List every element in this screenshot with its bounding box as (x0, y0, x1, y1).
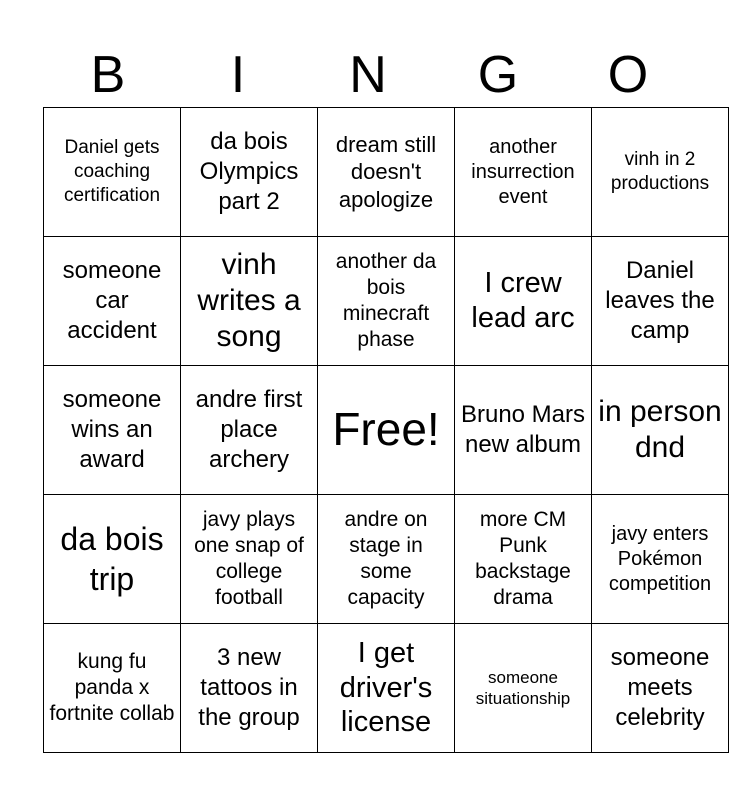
bingo-cell[interactable]: kung fu panda x fortnite collab (44, 624, 181, 753)
bingo-cell[interactable]: I crew lead arc (455, 237, 592, 366)
header-letter-b: B (90, 46, 126, 104)
bingo-cell[interactable]: andre first place archery (181, 366, 318, 495)
grid-row (44, 624, 729, 753)
bingo-cell[interactable]: da bois Olympics part 2 (181, 108, 318, 237)
bingo-cell[interactable]: more CM Punk backstage drama (455, 495, 592, 624)
header-letter-n: N (349, 46, 387, 104)
header-letter-g: G (477, 46, 519, 104)
header-letter-i: I (230, 46, 246, 104)
grid-row (44, 366, 729, 495)
bingo-cell[interactable]: I get driver's license (318, 624, 455, 753)
header-letter-o: O (607, 46, 649, 104)
bingo-cell[interactable]: da bois trip (44, 495, 181, 624)
grid-row (44, 495, 729, 624)
bingo-header (43, 42, 693, 108)
bingo-cell[interactable]: in person dnd (592, 366, 729, 495)
bingo-cell[interactable]: Bruno Mars new album (455, 366, 592, 495)
bingo-cell[interactable]: another insurrection event (455, 108, 592, 237)
bingo-cell[interactable]: andre on stage in some capacity (318, 495, 455, 624)
bingo-cell[interactable]: vinh in 2 productions (592, 108, 729, 237)
bingo-cell[interactable]: vinh writes a song (181, 237, 318, 366)
bingo-cell[interactable]: someone wins an award (44, 366, 181, 495)
bingo-grid (43, 107, 729, 753)
bingo-cell[interactable]: another da bois minecraft phase (318, 237, 455, 366)
bingo-cell[interactable]: javy plays one snap of college football (181, 495, 318, 624)
bingo-cell[interactable]: Daniel leaves the camp (592, 237, 729, 366)
bingo-cell[interactable]: 3 new tattoos in the group (181, 624, 318, 753)
grid-row (44, 108, 729, 237)
bingo-cell[interactable]: Daniel gets coaching certification (44, 108, 181, 237)
free-space-cell[interactable]: Free! (318, 366, 455, 495)
bingo-cell[interactable]: javy enters Pokémon competition (592, 495, 729, 624)
bingo-cell[interactable]: someone situationship (455, 624, 592, 753)
bingo-cell[interactable]: someone meets celebrity (592, 624, 729, 753)
bingo-cell[interactable]: someone car accident (44, 237, 181, 366)
bingo-cell[interactable]: dream still doesn't apologize (318, 108, 455, 237)
grid-row (44, 237, 729, 366)
